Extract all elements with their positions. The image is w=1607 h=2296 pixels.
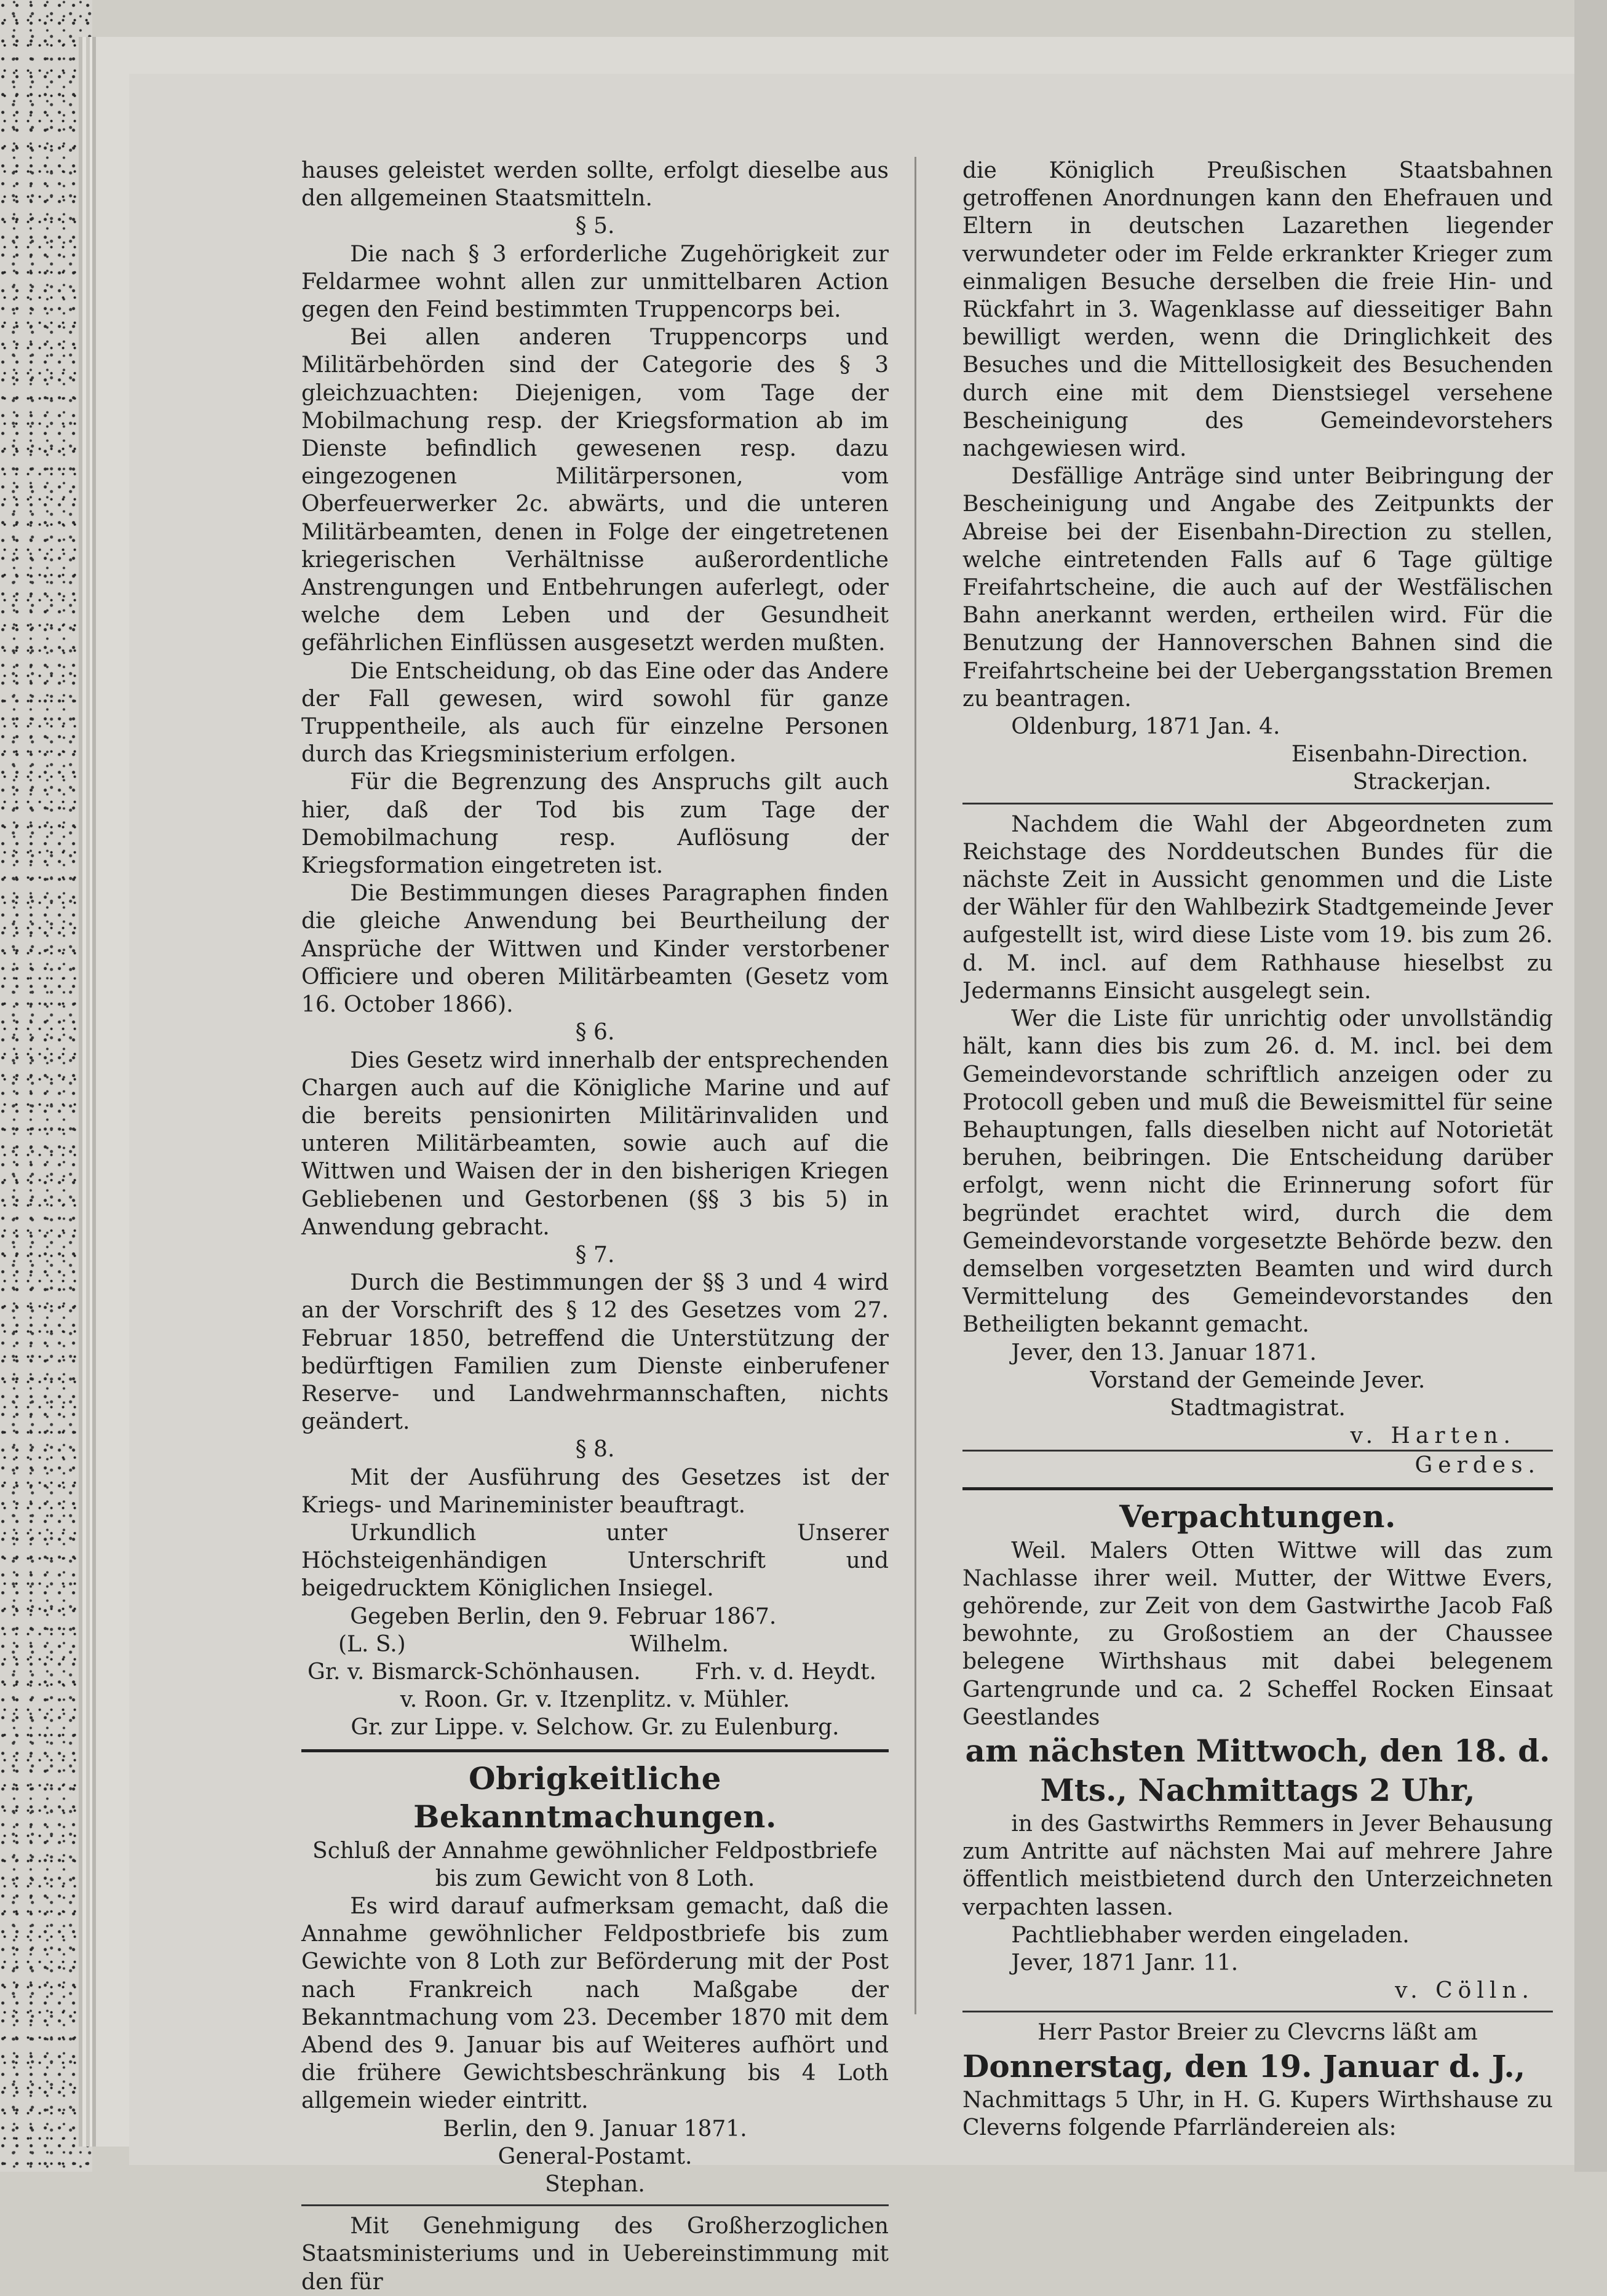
signature-name: Stephan. [545,2172,645,2198]
dateline: Oldenburg, 1871 Jan. 4. [1011,714,1280,740]
text-paragraph: Gegeben Berlin, den 9. Februar 1867. [350,1603,777,1629]
text-paragraph: Für die Begrenzung des Anspruchs gilt auch hier, daß der Tod bis zum Tage der Demobilmachung resp. Auflösung der Kriegsformation eingetreten ist. [301,769,889,879]
section-heading: § 5. [575,213,615,239]
section-heading: § 7. [575,1242,615,1268]
signature-office: General-Postamt. [498,2143,692,2169]
signature-row [301,1658,889,1686]
display-line: Donnerstag, den 19. Januar d. J., [962,2048,1526,2084]
section-heading: § 6. [575,1020,615,1046]
signature-wilhelm: Wilhelm. [630,1631,729,1657]
text-paragraph: Pachtliebhaber werden eingeladen. [1011,1922,1410,1948]
text-paragraph: Weil. Malers Otten Wittwe will das zum Nachlasse ihrer weil. Mutter, der Wittwe Evers, gehörende, zur Zeit von dem Gastwirthe Jacob Faß bewohnte, zu Großostiem an der Chaussee belegene Wirthshaus mit dabei belegenem Gartengrunde und ca. 2 Scheffel Rocken Einsaat Geestlandes [962,1538,1553,1730]
signature-name: Strackerjan. [1352,769,1491,795]
dateline: Berlin, den 9. Januar 1871. [443,2116,747,2142]
notice-subtitle: Schluß der Annahme gewöhnlicher Feldpostbriefe [312,1838,878,1864]
signature-name: v. Cölln. [1395,1978,1534,2004]
signature-name: v. Harten. [1350,1423,1516,1449]
text-paragraph: Es wird darauf aufmerksam gemacht, daß die Annahme gewöhnlicher Feldpostbriefe bis zum Gewichte von 8 Loth zur Beförderung mit der Post nach Frankreich nach Maßgabe der Bekanntmachung vom 23. December 1870 mit dem Abend des 9. Januar bis auf Weiteres aufhört und die frühere Gewichtsbeschränkung bis 4 Loth allgemein wieder eintritt. [301,1893,889,2114]
text-paragraph: in des Gastwirths Remmers in Jever Behausung zum Antritte auf nächsten Mai auf mehrere Jahre öffentlich meistbietend durch den Unterzeichneten verpachten lassen. [962,1811,1553,1920]
text-paragraph: Dies Gesetz wird innerhalb der entsprechenden Chargen auch auf die Königliche Marine und auf die bereits pensionirten Militärinvaliden und unteren Militärbeamten, sowie auch auf die Wittwen und Waisen der in den bisherigen Kriegen Gebliebenen und Gestorbenen (§§ 3 bis 5) in Anwendung gebracht. [301,1047,889,1240]
notice-rule [301,2204,889,2206]
seal-label: (L. S.) [338,1631,406,1657]
notice-subtitle: bis zum Gewicht von 8 Loth. [435,1865,755,1891]
text-paragraph: Nachdem die Wahl der Abgeordneten zum Reichstage des Norddeutschen Bundes für die nächste Zeit in Aussicht genommen und die Liste der Wähler für den Wahlbezirk Stadtgemeinde Jever aufgestellt ist, wird diese Liste vom 19. bis zum 26. d. M. incl. auf dem Rathhause hieselbst zu Jedermanns Einsicht ausgelegt sein. [962,811,1553,1004]
text-paragraph: Nachmittags 5 Uhr, in H. G. Kupers Wirthshause zu Cleverns folgende Pfarrländereien als: [962,2087,1553,2140]
signature-line: Gr. zur Lippe. v. Selchow. Gr. zu Eulenburg. [351,1715,839,1741]
text-paragraph: Wer die Liste für unrichtig oder unvollständig hält, kann dies bis zum 26. d. M. incl. bei dem Gemeindevorstande schriftlich anzeigen oder zu Protocoll geben und muß die Beweismittel für seine Behauptungen, falls dieselben nicht auf Notorietät beruhen, beibringen. Die Entscheidung darüber erfolgt, wenn nicht die Erinnerung sofort für begründet erachtet wird, durch die dem Gemeindevorstande vorgesetzte Behörde bezw. den demselben vorgesetzten Beamten und wird durch Vermittelung des Gemeindevorstandes den Betheiligten bekannt gemacht. [962,1006,1553,1338]
text-paragraph: Urkundlich unter Unserer Höchsteigenhändigen Unterschrift und beigedrucktem Königlichen Insiegel. [301,1520,889,1602]
notice-rule [962,2011,1553,2012]
display-line: Mts., Nachmittags 2 Uhr, [1040,1771,1475,1808]
section-heading: § 8. [575,1437,615,1463]
text-paragraph: Die Entscheidung, ob das Eine oder das Andere der Fall gewesen, wird sowohl für ganze Truppentheile, als auch für einzelne Personen durch das Kriegsministerium erfolgen. [301,658,889,768]
text-paragraph: Bei allen anderen Truppencorps und Militärbehörden sind der Categorie des § 3 gleichzuachten: Diejenigen, vom Tage der Mobilmachung resp. der Kriegsformation ab im Dienste befindlich gewesenen resp. dazu eingezogenen Militärpersonen, vom Oberfeuerwerker 2c. abwärts, und die unteren Militärbeamten, denen in Folge der eingetretenen kriegerischen Verhältnisse außerordentliche Anstrengungen und Entbehrungen auferlegt, oder welche dem Leben und der Gesundheit gefährlichen Einflüssen ausgesetzt werden mußten. [301,325,889,656]
section-rule [962,1487,1553,1490]
dateline: Jever, 1871 Janr. 11. [1011,1950,1239,1976]
section-title: Obrigkeitliche Bekanntmachungen. [413,1760,777,1835]
text-paragraph: hauses geleistet werden sollte, erfolgt dieselbe aus den allgemeinen Staatsmitteln. [301,158,889,212]
text-paragraph: Desfällige Anträge sind unter Beibringung der Bescheinigung und Angabe des Zeitpunkts der Abreise bei der Eisenbahn-Direction zu stellen, welche eintretenden Falls auf 6 Tage gültige Freifahrtscheine, die auch auf der Westfälischen Bahn anerkannt werden, ertheilen wird. Für die Benutzung der Hannoverschen Bahnen sind die Freifahrtscheine bei der Uebergangsstation Bremen zu beantragen. [962,464,1553,712]
signature-line: v. Roon. Gr. v. Itzenplitz. v. Mühler. [400,1687,790,1713]
book-binding [0,0,92,2172]
signature-name: Gerdes. [962,1450,1553,1479]
right-column [962,157,1553,2142]
signature-name: Frh. v. d. Heydt. [694,1659,876,1685]
text-paragraph: Durch die Bestimmungen der §§ 3 und 4 wird an der Vorschrift des § 12 des Gesetzes vom 27. Februar 1850, betreffend die Unterstützung der bedürftigen Familien zum Dienste einberufener Reserve- und Landwehrmannschaften, nichts geändert. [301,1270,889,1435]
signature-office: Eisenbahn-Direction. [1291,742,1528,768]
page-right-margin [1574,0,1607,2172]
left-column [301,157,889,2296]
section-rule [301,1749,889,1752]
section-title: Verpachtungen. [1119,1498,1396,1535]
signature-row [301,1631,889,1658]
text-paragraph: Herr Pastor Breier zu Clevcrns läßt am [1038,2020,1478,2046]
notice-rule [962,803,1553,804]
text-paragraph: die Königlich Preußischen Staatsbahnen getroffenen Anordnungen kann den Ehefrauen und Eltern in deutschen Lazarethen liegender verwundeter oder im Felde erkrankter Krieger zum einmaligen Besuche derselben die freie Hin- und Rückfahrt in 3. Wagenklasse auf diesseitiger Bahn bewilligt werden, wenn die Dringlichkeit des Besuches und die Mittellosigkeit des Besuchenden durch eine mit dem Dienstsiegel versehene Bescheinigung des Gemeindevorstehers nachgewiesen wird. [962,158,1553,462]
text-paragraph: Die nach § 3 erforderliche Zugehörigkeit zur Feldarmee wohnt allen zur unmittelbaren Action gegen den Feind bestimmten Truppencorps bei. [301,241,889,323]
signature-name: Gr. v. Bismarck-Schönhausen. [308,1659,641,1685]
text-paragraph: Mit der Ausführung des Gesetzes ist der Kriegs- und Marineminister beauftragt. [301,1464,889,1518]
column-divider [915,157,916,2014]
display-line: am nächsten Mittwoch, den 18. d. [965,1732,1550,1769]
signature-office: Vorstand der Gemeinde Jever. [1090,1367,1426,1393]
dateline: Jever, den 13. Januar 1871. [1011,1340,1317,1365]
text-paragraph: Die Bestimmungen dieses Paragraphen finden die gleiche Anwendung bei Beurtheilung der Ansprüche der Wittwen und Kinder verstorbener Officiere und oberen Militärbeamten (Gesetz vom 16. October 1866). [301,881,889,1018]
text-paragraph: Mit Genehmigung des Großherzoglichen Staatsministeriums und in Uebereinstimmung mit den für [301,2214,889,2295]
signature-office: Stadtmagistrat. [1170,1395,1346,1421]
